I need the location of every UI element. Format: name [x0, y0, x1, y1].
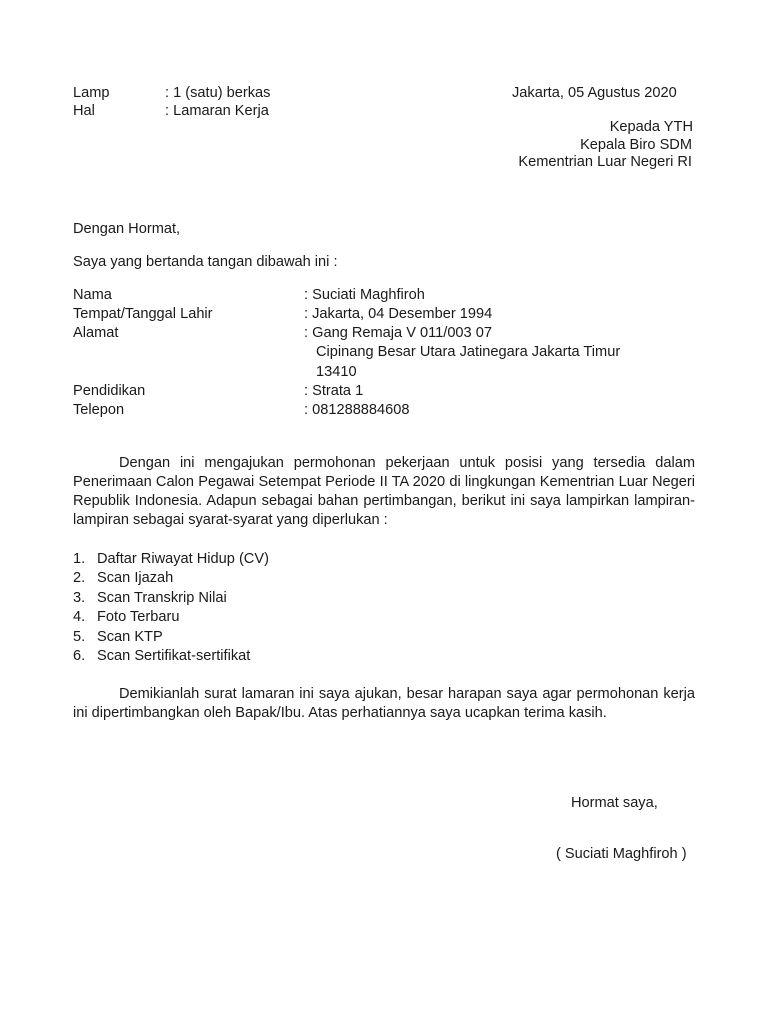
- name-label: Nama: [73, 287, 112, 303]
- greeting: Dengan Hormat,: [73, 221, 181, 237]
- list-item-number: 3.: [73, 589, 86, 606]
- list-item: [73, 550, 269, 569]
- education-value: : Strata 1: [304, 383, 364, 399]
- list-item: [73, 628, 269, 647]
- list-item-number: 1.: [73, 551, 86, 567]
- list-item: [73, 569, 269, 588]
- hal-value: : Lamaran Kerja: [165, 103, 269, 119]
- list-item-number: 5.: [73, 628, 86, 645]
- list-item: [73, 589, 269, 608]
- recipient-line-3: Kementrian Luar Negeri RI: [518, 154, 692, 170]
- address-label: Alamat: [73, 325, 119, 341]
- phone-value: : 081288884608: [304, 402, 410, 418]
- address-value: : Gang Remaja V 011/003 07: [304, 325, 492, 341]
- birth-label: Tempat/Tanggal Lahir: [73, 306, 213, 322]
- signer-name: ( Suciati Maghfiroh ): [556, 846, 687, 862]
- recipient-line-1: Kepada YTH: [609, 119, 693, 135]
- place-date: Jakarta, 05 Agustus 2020: [512, 85, 677, 101]
- list-item-text: Scan Ijazah: [97, 570, 174, 587]
- list-item: [73, 608, 269, 627]
- name-value: : Suciati Maghfiroh: [304, 287, 425, 303]
- recipient-line-2: Kepala Biro SDM: [580, 137, 692, 153]
- list-item-number: 2.: [73, 570, 86, 587]
- birth-value: : Jakarta, 04 Desember 1994: [304, 306, 493, 322]
- closing-salutation: Hormat saya,: [571, 795, 658, 811]
- list-item-number: 6.: [73, 647, 86, 664]
- lamp-value: : 1 (satu) berkas: [165, 85, 271, 101]
- lamp-label: Lamp: [73, 85, 110, 101]
- list-item-text: Scan Sertifikat-sertifikat: [97, 647, 251, 664]
- attachment-list: [73, 550, 269, 666]
- phone-label: Telepon: [73, 402, 125, 418]
- list-item-number: 4.: [73, 609, 86, 626]
- education-label: Pendidikan: [73, 383, 146, 399]
- list-item-text: Scan Transkrip Nilai: [97, 589, 227, 606]
- address-line-2: Cipinang Besar Utara Jatinegara Jakarta Timur: [316, 344, 621, 360]
- list-item: [73, 647, 269, 666]
- address-line-3: 13410: [316, 364, 357, 380]
- body-paragraph: Dengan ini mengajukan permohonan pekerjaan untuk posisi yang tersedia dalam Penerimaan Calon Pegawai Setempat Periode II TA 2020 di lingkungan Kementrian Luar Negeri Republik Indonesia. Adapun sebagai bahan pertimbangan, berikut ini saya lampirkan lampiran-lampiran sebagai syarat-syarat yang diperlukan :: [73, 455, 695, 528]
- closing-paragraph: Demikianlah surat lamaran ini saya ajukan, besar harapan saya agar permohonan kerja ini dipertimbangkan oleh Bapak/Ibu. Atas perhatiannya saya ucapkan terima kasih.: [73, 686, 695, 721]
- list-item-text: Daftar Riwayat Hidup (CV): [97, 551, 269, 567]
- intro-line: Saya yang bertanda tangan dibawah ini :: [73, 254, 338, 270]
- list-item-text: Scan KTP: [97, 628, 163, 645]
- list-item-text: Foto Terbaru: [97, 609, 180, 626]
- hal-label: Hal: [73, 103, 95, 119]
